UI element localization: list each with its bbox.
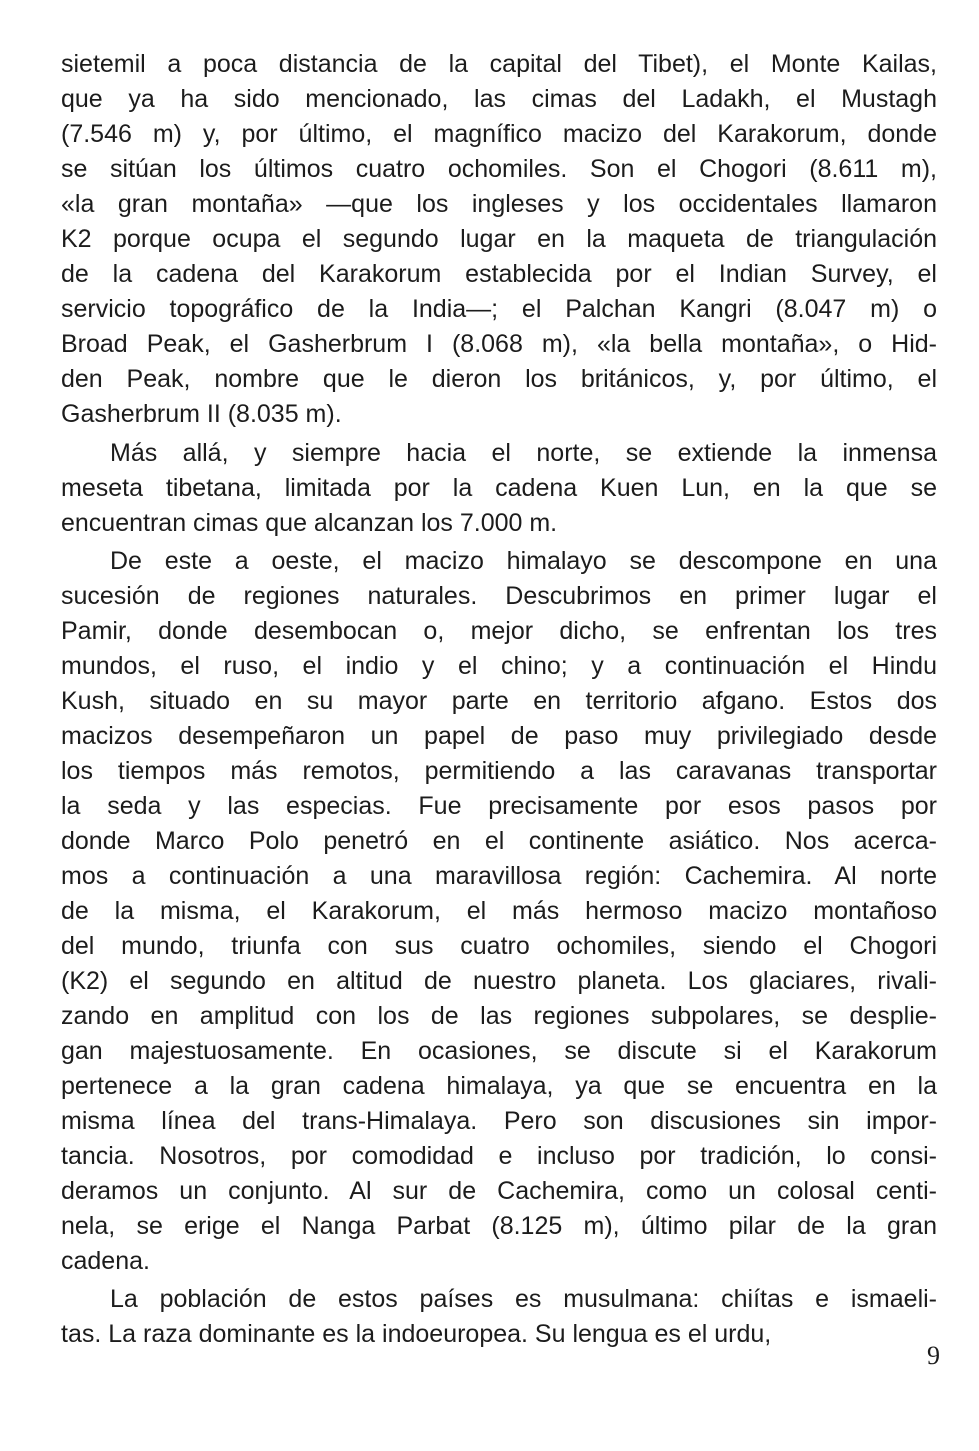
- text-line: Pamir, donde desembocan o, mejor dicho, se enfrentan los tres: [61, 617, 937, 645]
- text-line: sucesión de regiones naturales. Descubrimos en primer lugar el: [61, 582, 937, 610]
- text-line: la seda y las especias. Fue precisamente por esos pasos por: [61, 792, 937, 820]
- text-line: «la gran montaña» —que los ingleses y los occidentales llamaron: [61, 190, 937, 218]
- text-line: Más allá, y siempre hacia el norte, se extiende la inmensa: [110, 439, 937, 467]
- text-line: K2 porque ocupa el segundo lugar en la maqueta de triangulación: [61, 225, 937, 253]
- text-line: (K2) el segundo en altitud de nuestro planeta. Los glaciares, rivali-: [61, 967, 937, 995]
- text-line: cadena.: [61, 1247, 150, 1275]
- text-line: (7.546 m) y, por último, el magnífico macizo del Karakorum, donde: [61, 120, 937, 148]
- text-line: mos a continuación a una maravillosa región: Cachemira. Al norte: [61, 862, 937, 890]
- text-line: sietemil a poca distancia de la capital del Tibet), el Monte Kailas,: [61, 50, 937, 78]
- text-line: pertenece a la gran cadena himalaya, ya que se encuentra en la: [61, 1072, 937, 1100]
- text-line: Broad Peak, el Gasherbrum I (8.068 m), «la bella montaña», o Hid-: [61, 330, 937, 358]
- text-line: tancia. Nosotros, por comodidad e incluso por tradición, lo consi-: [61, 1142, 937, 1170]
- text-line: encuentran cimas que alcanzan los 7.000 m.: [61, 509, 558, 537]
- text-line: se sitúan los últimos cuatro ochomiles. Son el Chogori (8.611 m),: [61, 155, 937, 183]
- text-line: nela, se erige el Nanga Parbat (8.125 m), último pilar de la gran: [61, 1212, 937, 1240]
- text-line: del mundo, triunfa con sus cuatro ochomiles, siendo el Chogori: [61, 932, 937, 960]
- text-line: meseta tibetana, limitada por la cadena Kuen Lun, en la que se: [61, 474, 937, 502]
- text-line: zando en amplitud con los de las regiones subpolares, se desplie-: [61, 1002, 937, 1030]
- text-line: gan majestuosamente. En ocasiones, se discute si el Karakorum: [61, 1037, 937, 1065]
- text-line: mundos, el ruso, el indio y el chino; y a continuación el Hindu: [61, 652, 937, 680]
- text-line: den Peak, nombre que le dieron los británicos, y, por último, el: [61, 365, 937, 393]
- text-line: deramos un conjunto. Al sur de Cachemira, como un colosal centi-: [61, 1177, 937, 1205]
- text-line: Kush, situado en su mayor parte en territorio afgano. Estos dos: [61, 687, 937, 715]
- text-line: servicio topográfico de la India—; el Palchan Kangri (8.047 m) o: [61, 295, 937, 323]
- text-line: macizos desempeñaron un papel de paso muy privilegiado desde: [61, 722, 937, 750]
- text-line: de la misma, el Karakorum, el más hermoso macizo montañoso: [61, 897, 937, 925]
- text-line: tas. La raza dominante es la indoeuropea. Su lengua es el urdu,: [61, 1320, 772, 1348]
- text-line: Gasherbrum II (8.035 m).: [61, 400, 342, 428]
- text-line: donde Marco Polo penetró en el continente asiático. Nos acerca-: [61, 827, 937, 855]
- text-line: que ya ha sido mencionado, las cimas del Ladakh, el Mustagh: [61, 85, 937, 113]
- text-line: La población de estos países es musulmana: chiítas e ismaeli-: [110, 1285, 937, 1313]
- text-line: de la cadena del Karakorum establecida por el Indian Survey, el: [61, 260, 937, 288]
- text-line: De este a oeste, el macizo himalayo se descompone en una: [110, 547, 937, 575]
- text-line: misma línea del trans-Himalaya. Pero son discusiones sin impor-: [61, 1107, 937, 1135]
- page-number: 9: [927, 1341, 940, 1370]
- text-line: los tiempos más remotos, permitiendo a las caravanas transportar: [61, 757, 937, 785]
